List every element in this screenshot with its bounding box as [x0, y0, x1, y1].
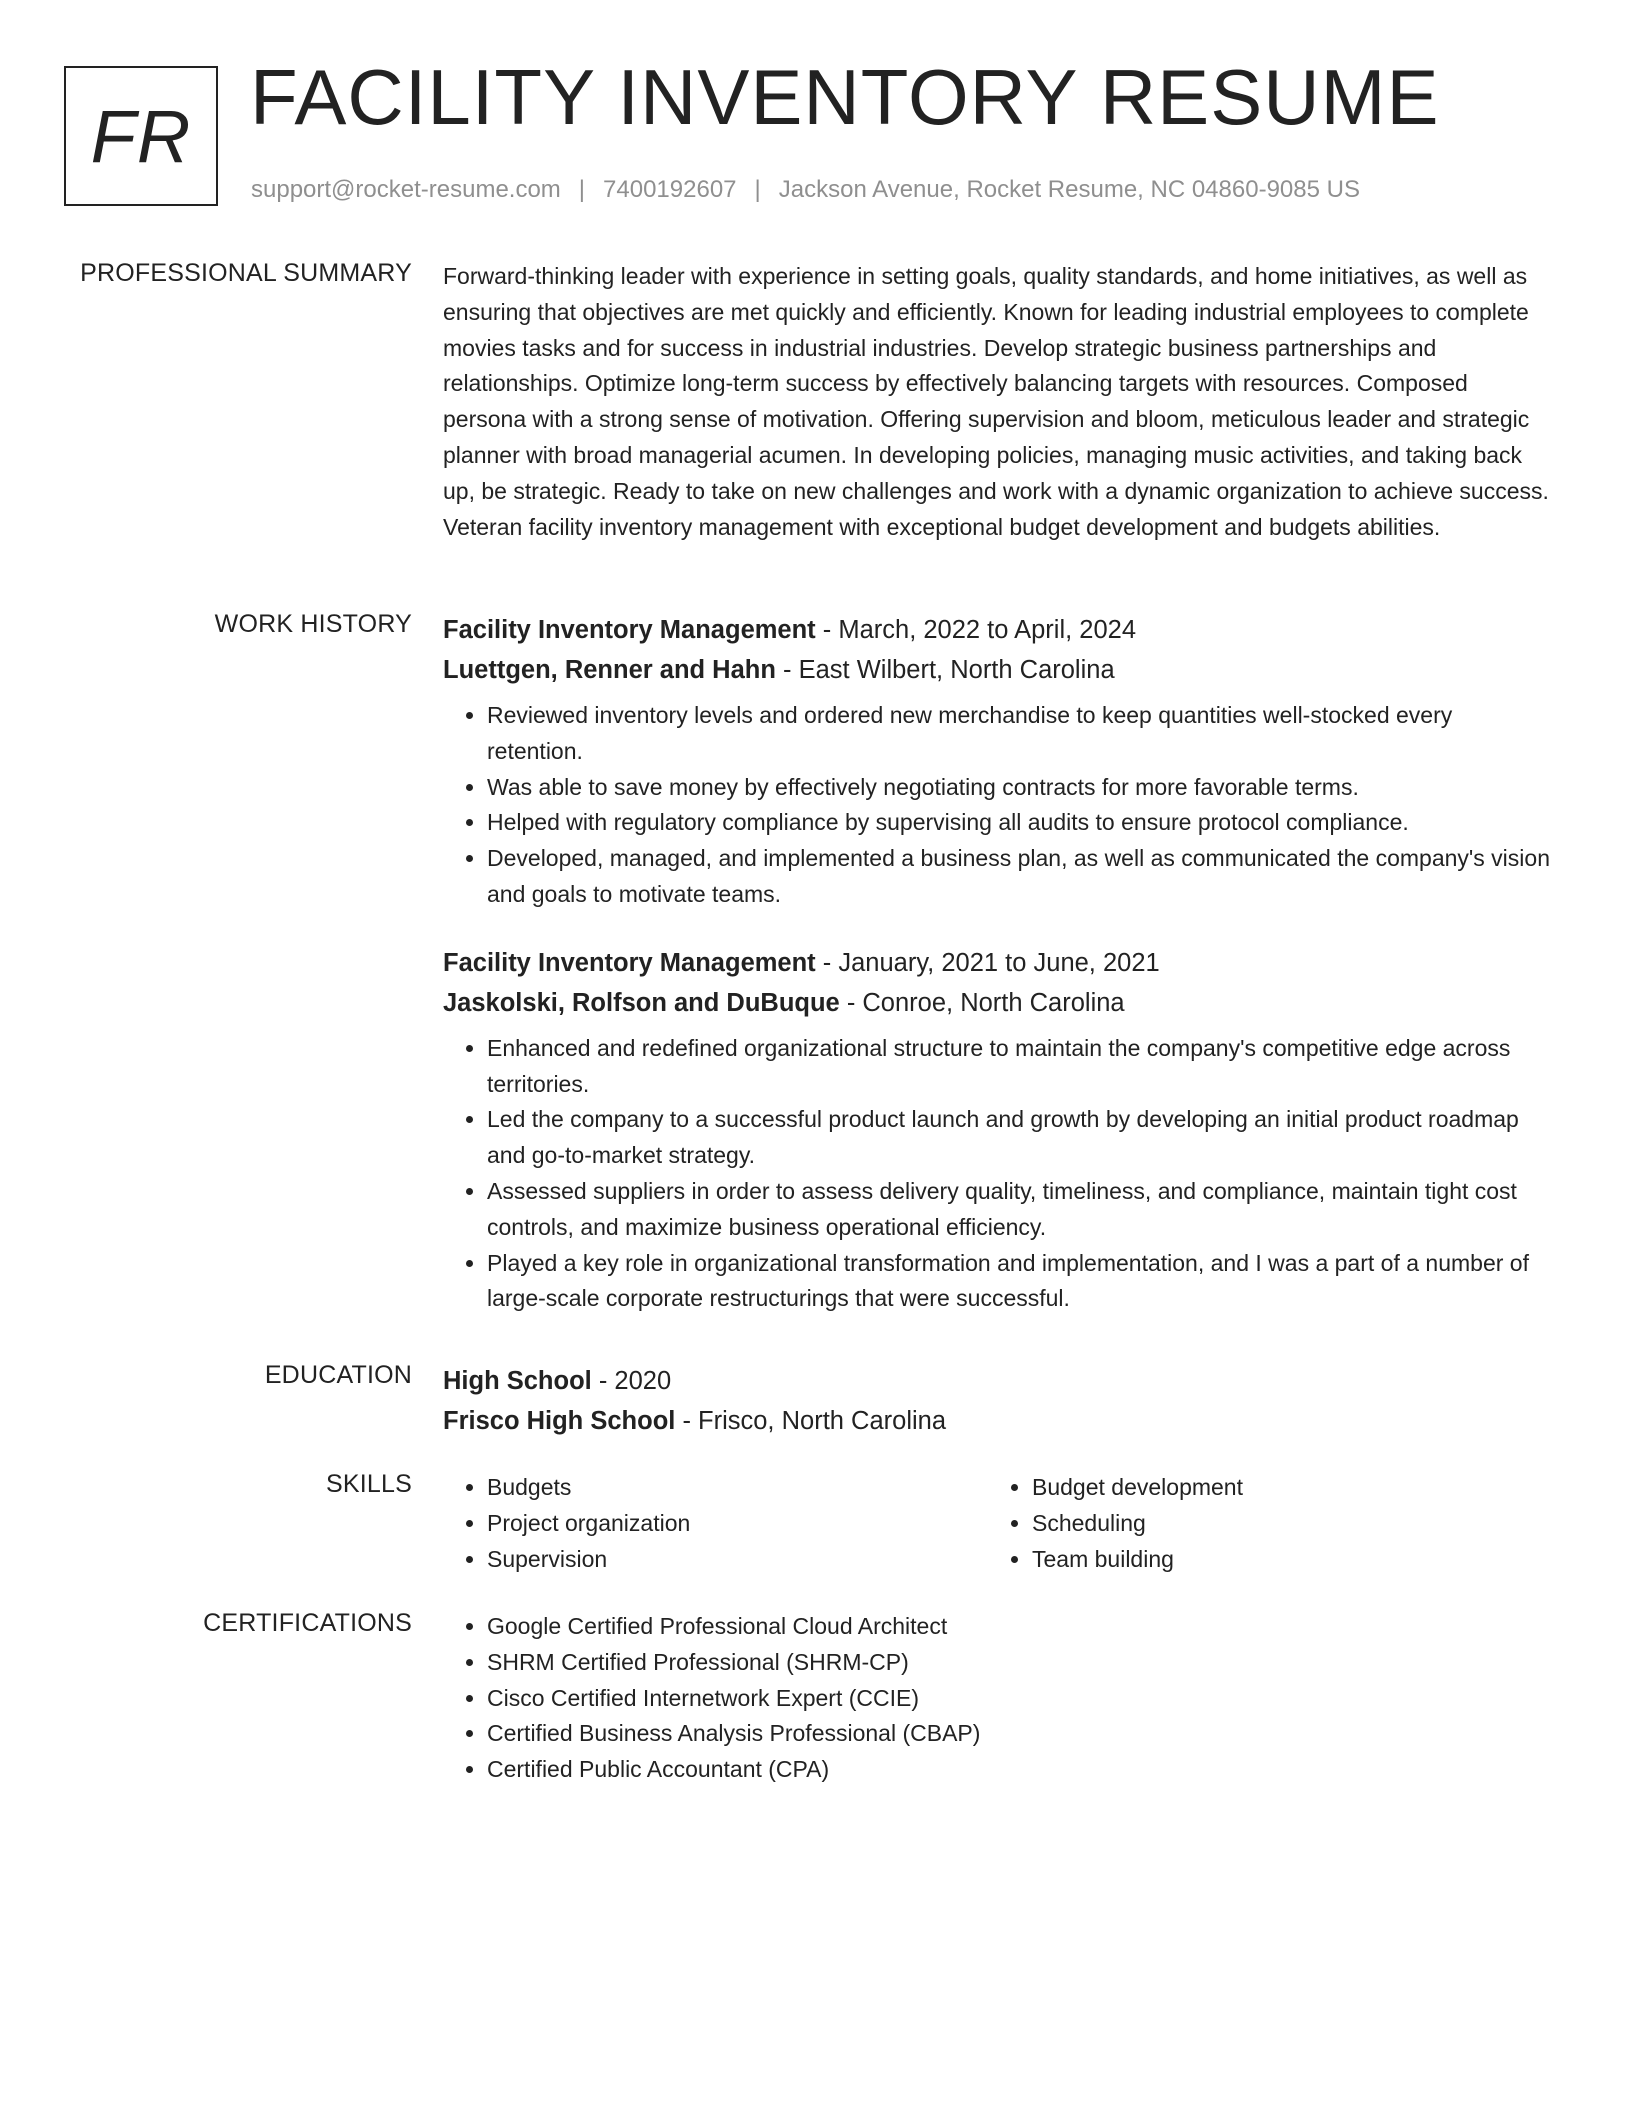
summary-body — [443, 259, 1553, 545]
skills-column-left — [443, 1470, 988, 1577]
skill-item: • Budgets — [487, 1470, 988, 1506]
section-label-work: WORK HISTORY — [214, 610, 412, 638]
job-company: Luettgen, Renner and Hahn — [443, 656, 776, 684]
contact-address: Jackson Avenue, Rocket Resume, NC 04860-9085 US — [778, 176, 1360, 203]
section-label-education: EDUCATION — [264, 1361, 412, 1389]
job-bullet: • Enhanced and redefined organizational structure to maintain the company's competitive edge across territories. — [487, 1031, 1553, 1103]
skill-item: • Project organization — [487, 1506, 988, 1542]
section-label-certifications: CERTIFICATIONS — [203, 1609, 412, 1637]
certification-item: • Certified Business Analysis Professional (CBAP) — [487, 1716, 1553, 1752]
contact-phone: 7400192607 — [603, 176, 737, 203]
certification-item: • Certified Public Accountant (CPA) — [487, 1752, 1553, 1788]
job-title-line — [443, 610, 1553, 650]
job-dates: - March, 2022 to April, 2024 — [815, 616, 1137, 644]
contact-separator: | — [754, 176, 761, 203]
job-bullet: • Helped with regulatory compliance by supervising all audits to ensure protocol compliance. — [487, 805, 1553, 841]
job-location: - East Wilbert, North Carolina — [775, 656, 1115, 684]
job-location: - Conroe, North Carolina — [839, 988, 1125, 1017]
job-company-line — [443, 983, 1553, 1023]
job-bullets — [443, 698, 1553, 913]
certification-item: • SHRM Certified Professional (SHRM-CP) — [487, 1645, 1553, 1681]
certification-item: • Cisco Certified Internetwork Expert (CCIE) — [487, 1681, 1553, 1717]
job-company: Jaskolski, Rolfson and DuBuque — [443, 988, 840, 1017]
job-title: Facility Inventory Management — [443, 616, 816, 644]
job-company-line — [443, 650, 1553, 690]
job-bullet: • Assessed suppliers in order to assess delivery quality, timeliness, and compliance, maintain tight cost controls, and maximize business operational efficiency. — [487, 1174, 1553, 1246]
job-bullet: • Developed, managed, and implemented a business plan, as well as communicated the company's vision and goals to motivate teams. — [487, 841, 1553, 913]
certifications-list — [443, 1609, 1553, 1788]
education-school-line — [443, 1401, 1553, 1441]
skill-item: • Scheduling — [1032, 1506, 1533, 1542]
job-entry — [443, 943, 1553, 1317]
skills-grid — [443, 1470, 1553, 1577]
resume-title: FACILITY INVENTORY RESUME — [250, 53, 1440, 141]
contact-line — [251, 176, 1360, 204]
monogram-badge: FR — [64, 66, 218, 206]
skills-column-right — [988, 1470, 1533, 1577]
education-degree-line — [443, 1361, 1553, 1401]
work-body — [443, 610, 1553, 1317]
job-entry — [443, 610, 1553, 913]
skills-body — [443, 1470, 1553, 1577]
section-label-skills: SKILLS — [326, 1470, 412, 1498]
job-bullet: • Led the company to a successful product launch and growth by developing an initial product roadmap and go-to-market strategy. — [487, 1102, 1553, 1174]
job-dates: - January, 2021 to June, 2021 — [815, 948, 1160, 977]
education-school: Frisco High School — [443, 1407, 676, 1435]
education-degree: High School — [443, 1367, 592, 1395]
certifications-body — [443, 1609, 1553, 1788]
education-location: - Frisco, North Carolina — [675, 1407, 947, 1435]
contact-separator: | — [578, 176, 586, 203]
skills-list — [988, 1470, 1533, 1577]
education-body — [443, 1361, 1553, 1441]
job-bullet: • Played a key role in organizational transformation and implementation, and I was a part of a number of large-scale corporate restructurings that were successful. — [487, 1246, 1553, 1318]
job-title-line — [443, 943, 1553, 983]
certification-item: • Google Certified Professional Cloud Architect — [487, 1609, 1553, 1645]
skill-item: • Supervision — [487, 1542, 988, 1578]
skill-item: • Team building — [1032, 1542, 1533, 1578]
education-year: - 2020 — [591, 1367, 672, 1395]
contact-email: support@rocket-resume.com — [251, 176, 561, 203]
section-label-summary: PROFESSIONAL SUMMARY — [80, 259, 412, 287]
job-bullet: • Was able to save money by effectively negotiating contracts for more favorable terms. — [487, 770, 1553, 806]
job-title: Facility Inventory Management — [443, 948, 816, 977]
skill-item: • Budget development — [1032, 1470, 1533, 1506]
job-bullet: • Reviewed inventory levels and ordered new merchandise to keep quantities well-stocked every retention. — [487, 698, 1553, 770]
job-bullets — [443, 1031, 1553, 1317]
summary-text: Forward-thinking leader with experience in setting goals, quality standards, and home initiatives, as well as ensuring that objectives are met quickly and efficiently. Known for leading industrial employees to complete movies tasks and for success in industrial industries. Develop strategic business partnerships and relationships. Optimize long-term success by effectively balancing targets with resources. Composed persona with a strong sense of motivation. Offering supervision and bloom, meticulous leader and strategic planner with broad managerial acumen. In developing policies, managing music activities, and taking back up, be strategic. Ready to take on new challenges and work with a dynamic organization to achieve success. Veteran facility inventory management with exceptional budget development and budgets abilities. — [443, 263, 1549, 540]
skills-list — [443, 1470, 988, 1577]
